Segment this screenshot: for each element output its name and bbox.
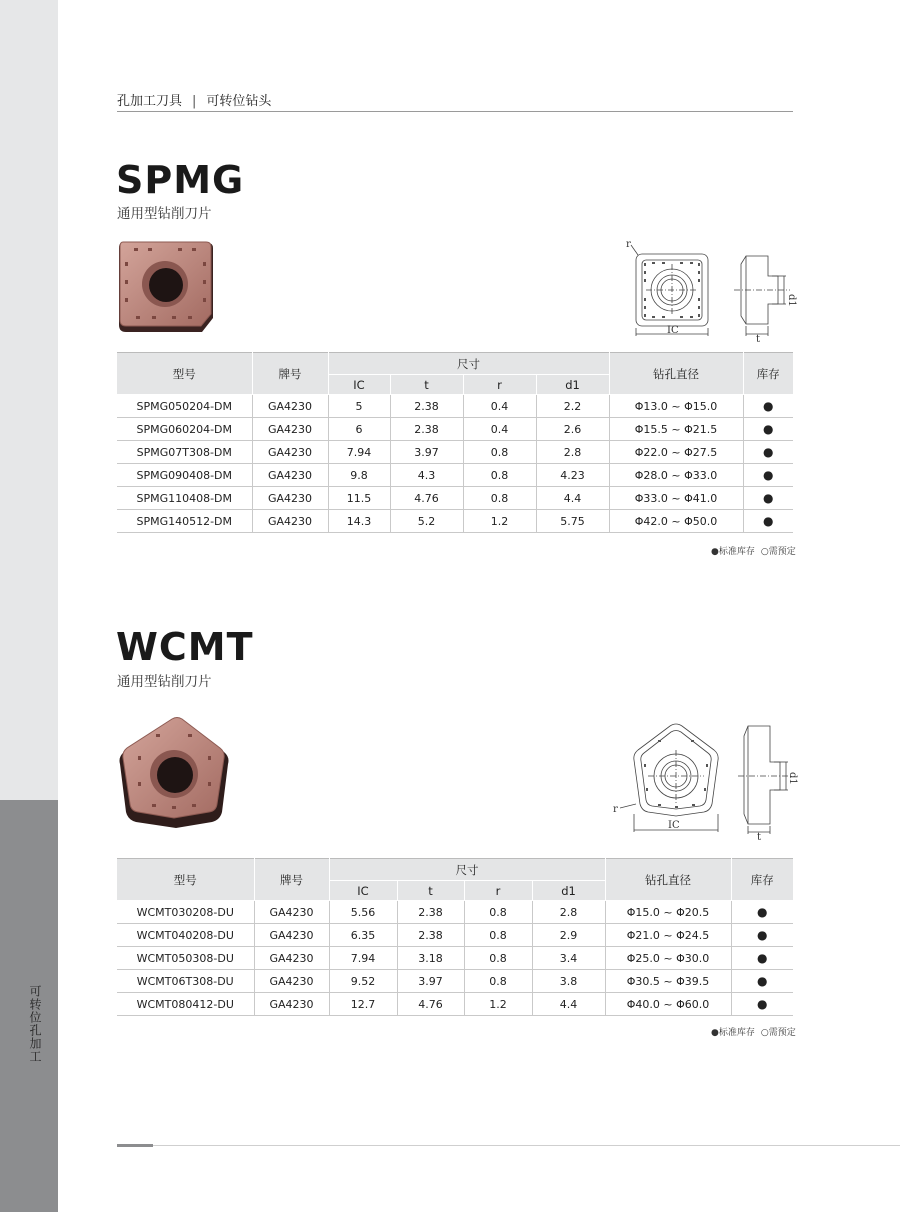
cell-drill-diameter: Φ33.0 ~ Φ41.0	[609, 487, 743, 510]
cell-ic: 7.94	[329, 947, 397, 970]
col-header-grade: 牌号	[252, 353, 328, 395]
col-header-stock: 库存	[731, 859, 793, 901]
cell-ic: 5	[328, 395, 390, 418]
cell-d1: 2.8	[532, 901, 605, 924]
breadcrumb	[117, 90, 271, 109]
cell-r: 1.2	[464, 993, 532, 1016]
cell-ic: 11.5	[328, 487, 390, 510]
cell-stock: ●	[743, 395, 793, 418]
cell-drill-diameter: Φ30.5 ~ Φ39.5	[605, 970, 731, 993]
cell-ic: 7.94	[328, 441, 390, 464]
wcmt-dimension-diagram	[610, 714, 800, 840]
spmg-subtitle: 通用型钻削刀片	[117, 206, 212, 222]
cell-model: SPMG07T308-DM	[117, 441, 252, 464]
cell-grade: GA4230	[252, 487, 328, 510]
cell-ic: 5.56	[329, 901, 397, 924]
table-row	[117, 924, 793, 947]
wcmt-diagram-label-ic: IC	[668, 820, 680, 831]
breadcrumb-separator: |	[192, 94, 197, 109]
cell-t: 3.18	[397, 947, 464, 970]
wcmt-legend	[705, 1025, 796, 1038]
wcmt-diagram-label-d1: d1	[787, 772, 798, 785]
cell-r: 0.8	[464, 924, 532, 947]
cell-model: SPMG140512-DM	[117, 510, 252, 533]
cell-t: 2.38	[397, 924, 464, 947]
cell-d1: 2.6	[536, 418, 609, 441]
cell-ic: 9.8	[328, 464, 390, 487]
cell-r: 1.2	[463, 510, 536, 533]
spmg-diagram-label-r: r	[626, 239, 631, 250]
cell-r: 0.8	[463, 464, 536, 487]
cell-model: WCMT080412-DU	[117, 993, 254, 1016]
spmg-legend	[705, 544, 796, 557]
cell-t: 2.38	[390, 395, 463, 418]
cell-grade: GA4230	[254, 924, 329, 947]
cell-grade: GA4230	[252, 441, 328, 464]
cell-drill-diameter: Φ22.0 ~ Φ27.5	[609, 441, 743, 464]
breadcrumb-section: 孔加工刀具	[117, 94, 183, 109]
cell-stock: ●	[731, 901, 793, 924]
cell-grade: GA4230	[254, 970, 329, 993]
cell-model: WCMT040208-DU	[117, 924, 254, 947]
legend-standard-stock: ●标准库存	[711, 1028, 755, 1038]
cell-d1: 4.23	[536, 464, 609, 487]
col-header-ic: IC	[328, 375, 390, 395]
cell-d1: 2.9	[532, 924, 605, 947]
cell-ic: 12.7	[329, 993, 397, 1016]
cell-drill-diameter: Φ13.0 ~ Φ15.0	[609, 395, 743, 418]
table-row	[117, 441, 793, 464]
col-header-ic: IC	[329, 881, 397, 901]
wcmt-title: WCMT	[116, 625, 254, 669]
spmg-diagram-label-d1: d1	[786, 294, 797, 307]
cell-drill-diameter: Φ15.5 ~ Φ21.5	[609, 418, 743, 441]
table-row	[117, 487, 793, 510]
cell-t: 3.97	[390, 441, 463, 464]
cell-r: 0.8	[463, 487, 536, 510]
cell-grade: GA4230	[252, 418, 328, 441]
cell-drill-diameter: Φ15.0 ~ Φ20.5	[605, 901, 731, 924]
cell-d1: 3.4	[532, 947, 605, 970]
cell-drill-diameter: Φ28.0 ~ Φ33.0	[609, 464, 743, 487]
cell-stock: ●	[743, 510, 793, 533]
wcmt-subtitle: 通用型钻削刀片	[117, 674, 212, 690]
col-header-r: r	[463, 375, 536, 395]
wcmt-diagram-label-r: r	[613, 804, 618, 815]
table-row	[117, 947, 793, 970]
table-row	[117, 395, 793, 418]
cell-d1: 4.4	[536, 487, 609, 510]
legend-order-required: ○需预定	[760, 547, 796, 557]
cell-t: 2.38	[390, 418, 463, 441]
legend-standard-stock: ●标准库存	[711, 547, 755, 557]
col-header-model: 型号	[117, 859, 254, 901]
col-header-drill-diameter: 钻孔直径	[609, 353, 743, 395]
cell-ic: 9.52	[329, 970, 397, 993]
cell-d1: 3.8	[532, 970, 605, 993]
cell-r: 0.4	[463, 418, 536, 441]
wcmt-table-body	[117, 901, 793, 1016]
cell-grade: GA4230	[252, 464, 328, 487]
cell-ic: 6.35	[329, 924, 397, 947]
col-header-drill-diameter: 钻孔直径	[605, 859, 731, 901]
cell-t: 4.3	[390, 464, 463, 487]
cell-d1: 4.4	[532, 993, 605, 1016]
cell-grade: GA4230	[254, 947, 329, 970]
spmg-table-body	[117, 395, 793, 533]
cell-stock: ●	[743, 464, 793, 487]
cell-stock: ●	[731, 924, 793, 947]
sidebar-chapter-label: 可转位孔加工	[28, 985, 42, 1063]
cell-model: WCMT030208-DU	[117, 901, 254, 924]
cell-stock: ●	[731, 993, 793, 1016]
cell-ic: 6	[328, 418, 390, 441]
cell-r: 0.8	[463, 441, 536, 464]
spmg-diagram-label-t: t	[756, 334, 761, 344]
table-row	[117, 510, 793, 533]
cell-drill-diameter: Φ25.0 ~ Φ30.0	[605, 947, 731, 970]
footer-accent-mark	[117, 1144, 153, 1147]
col-header-d1: d1	[536, 375, 609, 395]
table-row	[117, 418, 793, 441]
cell-model: WCMT050308-DU	[117, 947, 254, 970]
cell-r: 0.8	[464, 947, 532, 970]
cell-d1: 2.8	[536, 441, 609, 464]
cell-model: SPMG050204-DM	[117, 395, 252, 418]
footer-rule	[117, 1145, 900, 1146]
table-row	[117, 993, 793, 1016]
cell-t: 5.2	[390, 510, 463, 533]
wcmt-diagram-label-t: t	[757, 832, 762, 840]
cell-grade: GA4230	[252, 510, 328, 533]
table-row	[117, 464, 793, 487]
col-header-size: 尺寸	[328, 353, 609, 375]
cell-drill-diameter: Φ42.0 ~ Φ50.0	[609, 510, 743, 533]
col-header-t: t	[397, 881, 464, 901]
spmg-diagram-label-ic: IC	[667, 325, 679, 336]
table-row	[117, 970, 793, 993]
cell-drill-diameter: Φ40.0 ~ Φ60.0	[605, 993, 731, 1016]
cell-model: SPMG060204-DM	[117, 418, 252, 441]
cell-model: WCMT06T308-DU	[117, 970, 254, 993]
cell-grade: GA4230	[252, 395, 328, 418]
col-header-model: 型号	[117, 353, 252, 395]
wcmt-insert-photo	[116, 716, 234, 832]
cell-grade: GA4230	[254, 901, 329, 924]
cell-t: 2.38	[397, 901, 464, 924]
cell-ic: 14.3	[328, 510, 390, 533]
cell-model: SPMG090408-DM	[117, 464, 252, 487]
col-header-d1: d1	[532, 881, 605, 901]
cell-stock: ●	[731, 947, 793, 970]
cell-t: 4.76	[390, 487, 463, 510]
cell-r: 0.8	[464, 970, 532, 993]
cell-r: 0.8	[464, 901, 532, 924]
legend-order-required: ○需预定	[760, 1028, 796, 1038]
header-divider	[117, 111, 793, 112]
col-header-grade: 牌号	[254, 859, 329, 901]
col-header-stock: 库存	[743, 353, 793, 395]
col-header-t: t	[390, 375, 463, 395]
cell-d1: 2.2	[536, 395, 609, 418]
cell-stock: ●	[731, 970, 793, 993]
cell-r: 0.4	[463, 395, 536, 418]
cell-drill-diameter: Φ21.0 ~ Φ24.5	[605, 924, 731, 947]
wcmt-spec-table	[117, 858, 793, 1016]
cell-grade: GA4230	[254, 993, 329, 1016]
cell-model: SPMG110408-DM	[117, 487, 252, 510]
cell-t: 4.76	[397, 993, 464, 1016]
cell-d1: 5.75	[536, 510, 609, 533]
sidebar-top	[0, 0, 58, 800]
spmg-insert-photo	[116, 240, 216, 335]
col-header-r: r	[464, 881, 532, 901]
cell-stock: ●	[743, 441, 793, 464]
spmg-dimension-diagram	[622, 236, 797, 344]
col-header-size: 尺寸	[329, 859, 605, 881]
cell-stock: ●	[743, 487, 793, 510]
breadcrumb-subsection: 可转位钻头	[206, 94, 272, 109]
table-row	[117, 901, 793, 924]
cell-stock: ●	[743, 418, 793, 441]
spmg-title: SPMG	[116, 158, 245, 202]
cell-t: 3.97	[397, 970, 464, 993]
spmg-spec-table	[117, 352, 793, 533]
